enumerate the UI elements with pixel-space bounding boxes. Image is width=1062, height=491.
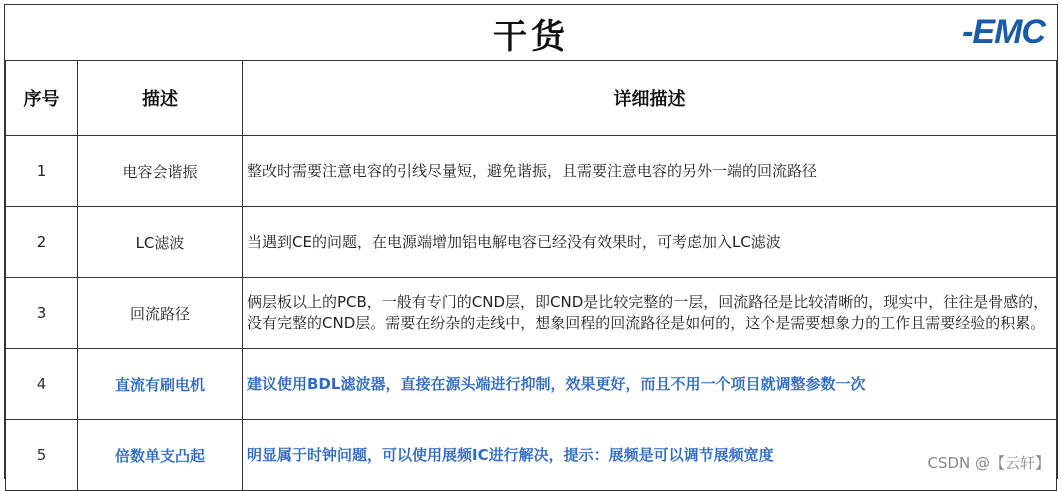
document-sheet	[4, 4, 1058, 479]
table-row	[6, 349, 1057, 420]
row-index: 1	[6, 136, 78, 207]
csdn-watermark: CSDN @【云轩】	[927, 454, 1050, 472]
row-description: 电容会谐振	[78, 136, 243, 207]
row-description: 倍数单支凸起	[78, 420, 243, 491]
header-description: 描述	[78, 61, 243, 136]
table-row	[6, 136, 1057, 207]
row-detail: 明显属于时钟问题，可以使用展频IC进行解决，提示：展频是可以调节展频宽度	[243, 420, 1057, 491]
row-index: 2	[6, 207, 78, 278]
header-detail: 详细描述	[243, 61, 1057, 136]
table-header-row	[6, 61, 1057, 136]
table-row	[6, 278, 1057, 349]
row-index: 3	[6, 278, 78, 349]
row-index: 4	[6, 349, 78, 420]
row-description: 直流有刷电机	[78, 349, 243, 420]
tips-table	[5, 60, 1057, 491]
emc-logo: -EMC	[962, 13, 1045, 51]
table-row	[6, 207, 1057, 278]
row-description: LC滤波	[78, 207, 243, 278]
title-bar	[5, 5, 1057, 61]
table-row	[6, 420, 1057, 491]
row-detail: 整改时需要注意电容的引线尽量短，避免谐振，且需要注意电容的另外一端的回流路径	[243, 136, 1057, 207]
row-detail: 建议使用BDL滤波器，直接在源头端进行抑制，效果更好，而且不用一个项目就调整参数一次	[243, 349, 1057, 420]
row-detail: 当遇到CE的问题，在电源端增加铝电解电容已经没有效果时，可考虑加入LC滤波	[243, 207, 1057, 278]
row-description: 回流路径	[78, 278, 243, 349]
row-detail: 俩层板以上的PCB，一般有专门的CND层，即CND是比较完整的一层，回流路径是比较清晰的，现实中，往往是骨感的，没有完整的CND层。需要在纷杂的走线中，想象回程的回流路径是如何的，这个是需要想象力的工作且需要经验的积累。	[243, 278, 1057, 349]
page-title: 干货	[493, 17, 569, 57]
header-index: 序号	[6, 61, 78, 136]
row-index: 5	[6, 420, 78, 491]
